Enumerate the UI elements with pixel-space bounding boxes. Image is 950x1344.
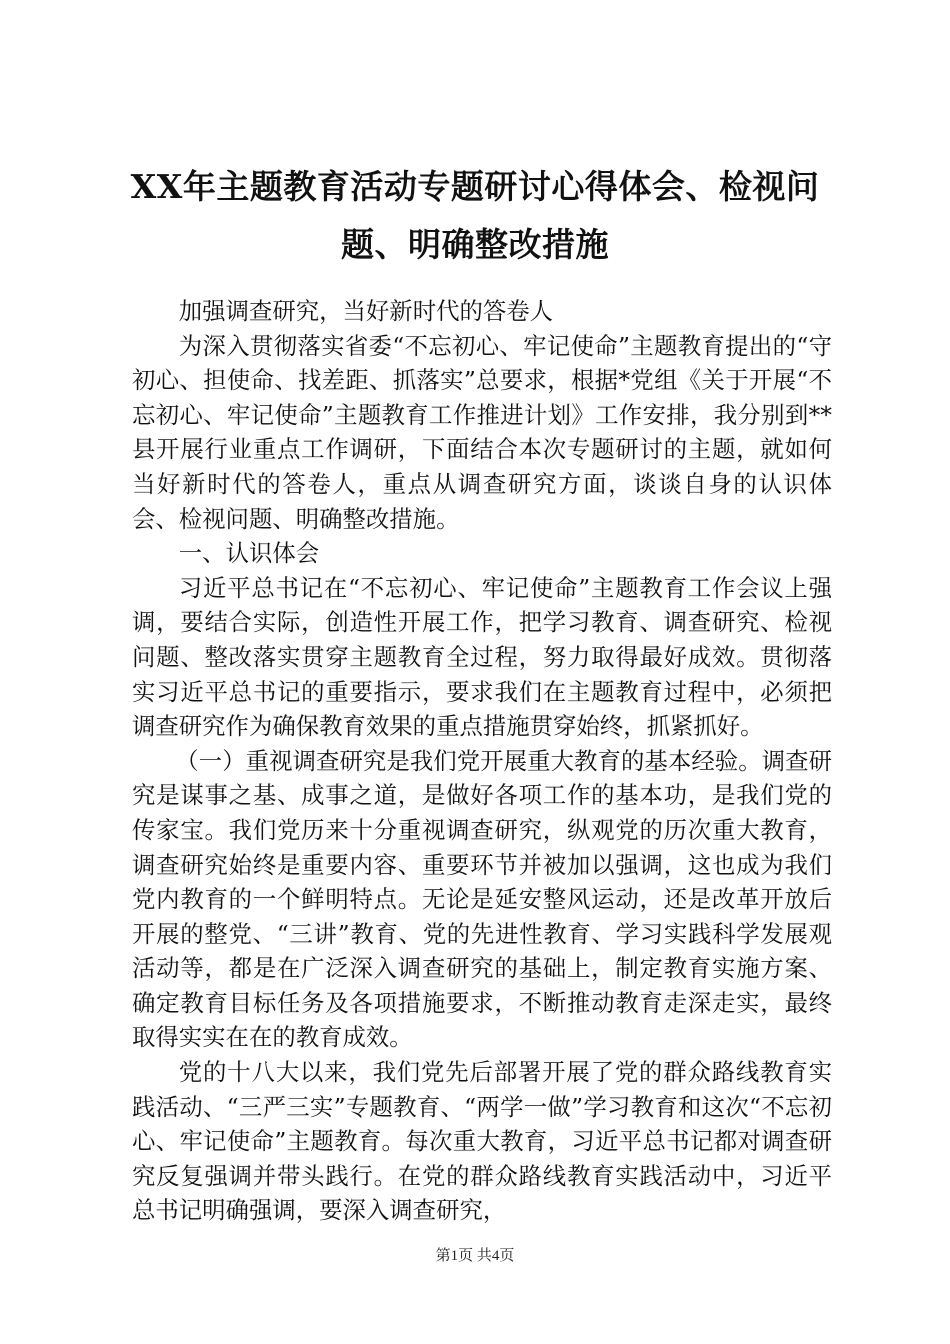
- paragraph: （一）重视调查研究是我们党开展重大教育的基本经验。调查研究是谋事之基、成事之道，是做好各项工作的基本功，是我们党的传家宝。我们党历来十分重视调查研究，纵观党的历次重大教育，调查研究始终是重要内容、重要环节并被加以强调，这也成为我们党内教育的一个鲜明特点。无论是延安整风运动，还是改革开放后开展的整党、“三讲”教育、党的先进性教育、学习实践科学发展观活动等，都是在广泛深入调查研究的基础上，制定教育实施方案、确定教育目标任务及各项措施要求，不断推动教育走深走实，最终取得实实在在的教育成效。: [132, 746, 832, 1052]
- paragraph: 为深入贯彻落实省委“不忘初心、牢记使命”主题教育提出的“守初心、担使命、找差距、抓落实”总要求，根据*党组《关于开展“不忘初心、牢记使命”主题教育工作推进计划》工作安排，我分别到**县开展行业重点工作调研，下面结合本次专题研讨的主题，就如何当好新时代的答卷人，重点从调查研究方面，谈谈自身的认识体会、检视问题、明确整改措施。: [132, 331, 832, 533]
- paragraph: 习近平总书记在“不忘初心、牢记使命”主题教育工作会议上强调，要结合实际，创造性开展工作，把学习教育、调查研究、检视问题、整改落实贯穿主题教育全过程，努力取得最好成效。贯彻落实习近平总书记的重要指示，要求我们在主题教育过程中，必须把调查研究作为确保教育效果的重点措施贯穿始终，抓紧抓好。: [132, 573, 832, 741]
- paragraph-subtitle: 加强调查研究，当好新时代的答卷人: [178, 297, 554, 325]
- document-body: [132, 294, 832, 1228]
- document-title: XX年主题教育活动专题研讨心得体会、检视问题、明确整改措施: [130, 167, 820, 264]
- page-footer: 第1页 共4页: [435, 1248, 515, 1264]
- paragraph: 党的十八大以来，我们党先后部署开展了党的群众路线教育实践活动、“三严三实”专题教育、“两学一做”学习教育和这次“不忘初心、牢记使命”主题教育。每次重大教育，习近平总书记都对调查研究反复强调并带头践行。在党的群众路线教育实践活动中，习近平总书记明确强调，要深入调查研究，: [132, 1058, 832, 1225]
- section-heading: 一、认识体会: [178, 539, 320, 568]
